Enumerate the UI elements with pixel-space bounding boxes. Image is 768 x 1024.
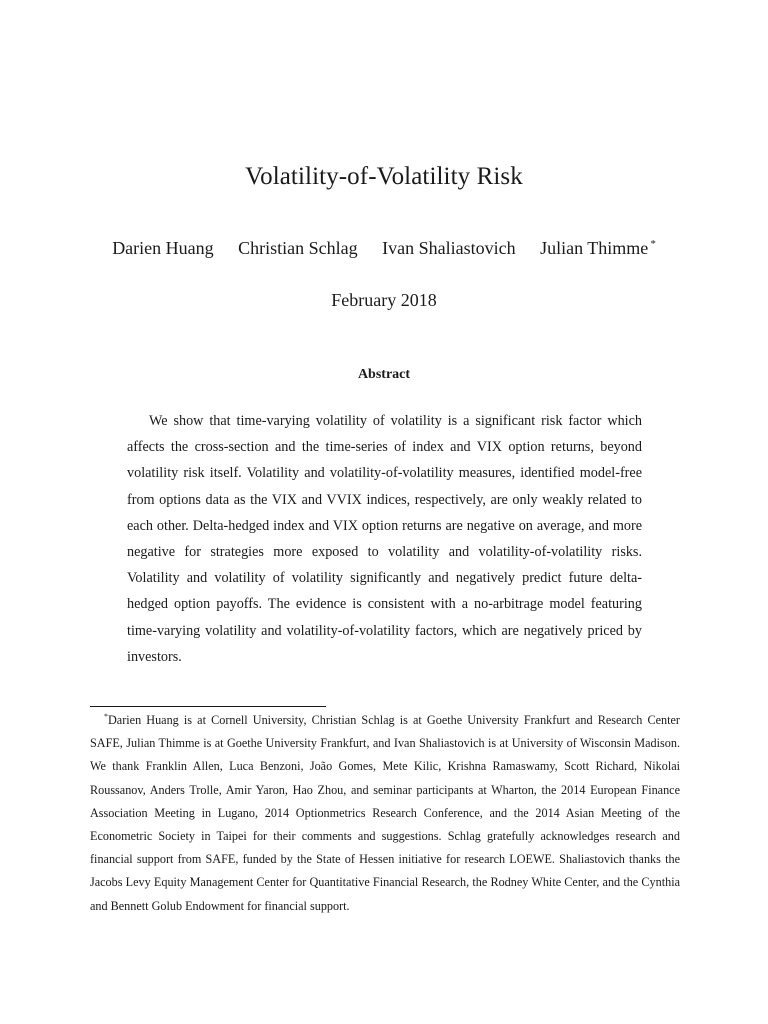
footnote-mark: * (104, 712, 108, 721)
footnote (90, 705, 680, 918)
paper-date: February 2018 (331, 290, 437, 310)
author-name: Julian Thimme (540, 238, 649, 258)
footnote-text: Darien Huang is at Cornell University, Christian Schlag is at Goethe University Frankfurt and Research Center SAFE, Julian Thimme is at Goethe University Frankfurt, and Ivan Shaliastovich is at University of Wisconsin Madison. We thank Franklin Allen, Luca Benzoni, João Gomes, Mete Kilic, Krishna Ramaswamy, Scott Richard, Nikolai Roussanov, Anders Trolle, Amir Yaron, Hao Zhou, and seminar participants at Wharton, the 2014 European Finance Association Meeting in Lugano, 2014 Optionmetrics Research Conference, and the 2014 Asian Meeting of the Econometric Society in Taipei for their comments and suggestions. Schlag gratefully acknowledges research and financial support from SAFE, funded by the State of Hessen initiative for research LOEWE. Shaliastovich thanks the Jacobs Levy Equity Management Center for Quantitative Financial Research, the Rodney White Center, and the Cynthia and Bennett Golub Endowment for financial support. (90, 713, 680, 913)
abstract-heading: Abstract (357, 367, 411, 382)
paper-title: Volatility-of-Volatility Risk (245, 163, 523, 190)
author-name: Ivan Shaliastovich (382, 238, 516, 258)
author-name-last (540, 238, 656, 259)
author-footnote-mark[interactable]: * (650, 238, 656, 250)
abstract-text: We show that time-varying volatility of volatility is a significant risk factor which affects the cross-section and the time-series of index and VIX option returns, beyond volatility risk itself. Volatility and volatility-of-volatility measures, identified model-free from options data as the VIX and VVIX indices, respectively, are only weakly related to each other. Delta-hedged index and VIX option returns are negative on average, and more negative for strategies more exposed to volatility and volatility-of-volatility risks. Volatility and volatility of volatility significantly and negatively predict future delta-hedged option payoffs. The evidence is consistent with a no-arbitrage model featuring time-varying volatility and volatility-of-volatility factors, which are negatively priced by investors. (127, 413, 642, 665)
author-list (0, 238, 768, 259)
author-name: Christian Schlag (238, 238, 358, 258)
author-name: Darien Huang (112, 238, 214, 258)
